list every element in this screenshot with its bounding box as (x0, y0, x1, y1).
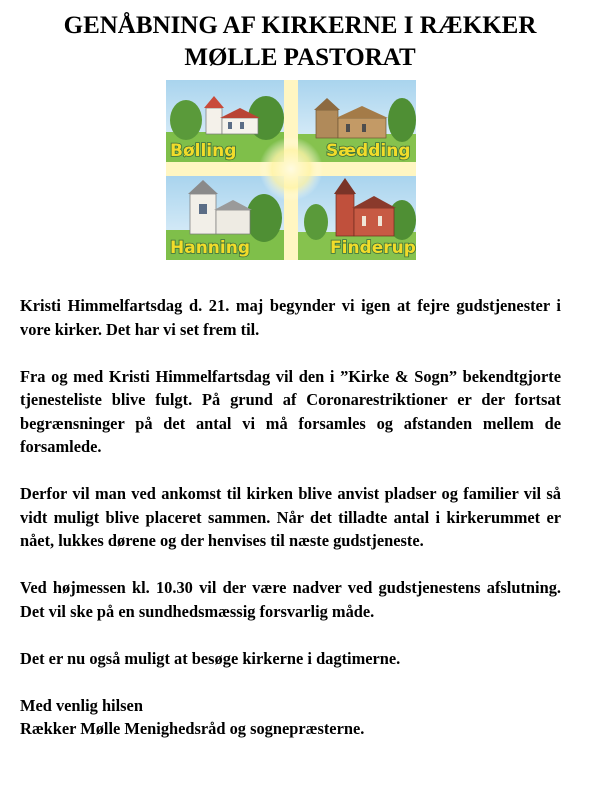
village-label-finderup: Finderup (330, 238, 416, 258)
announcement-body (20, 294, 561, 741)
signature-greeting: Med venlig hilsen (20, 695, 143, 715)
village-label-bolling: Bølling (170, 141, 237, 161)
churches-collage-image (166, 80, 416, 260)
village-label-saedding: Sædding (326, 141, 411, 161)
paragraph-communion: Ved højmessen kl. 10.30 vil der være nadver ved gudstjenestens afslutning. Det vil ske på en sundhedsmæssig forsvarlig måde. (20, 578, 561, 621)
paragraph-service-list: Fra og med Kristi Himmelfartsdag vil den i ”Kirke & Sogn” bekendtgjorte tjenesteliste blive fulgt. På grund af Coronarestriktioner er der fortsat begrænsninger på det antal vi må forsamles og afstanden mellem de forsamlede. (20, 366, 561, 456)
page-title (0, 10, 600, 74)
title-line-1: GENÅBNING AF KIRKERNE I RÆKKER (63, 12, 537, 39)
signature (20, 694, 561, 741)
signature-sender: Rækker Mølle Menighedsråd og sognepræsterne. (20, 719, 365, 738)
village-label-hanning: Hanning (170, 238, 251, 258)
paragraph-seating: Derfor vil man ved ankomst til kirken blive anvist pladser og familier vil så vidt muligt blive placeret sammen. Når det tilladte antal i kirkerummet er nået, lukkes dørene og der henvises til næste gudstjeneste. (20, 484, 561, 550)
title-line-2: MØLLE PASTORAT (184, 44, 416, 71)
paragraph-reopening: Kristi Himmelfartsdag d. 21. maj begynder vi igen at fejre gudstjenester i vore kirker. Det har vi set frem til. (20, 296, 561, 339)
paragraph-visiting: Det er nu også muligt at besøge kirkerne i dagtimerne. (20, 648, 401, 668)
